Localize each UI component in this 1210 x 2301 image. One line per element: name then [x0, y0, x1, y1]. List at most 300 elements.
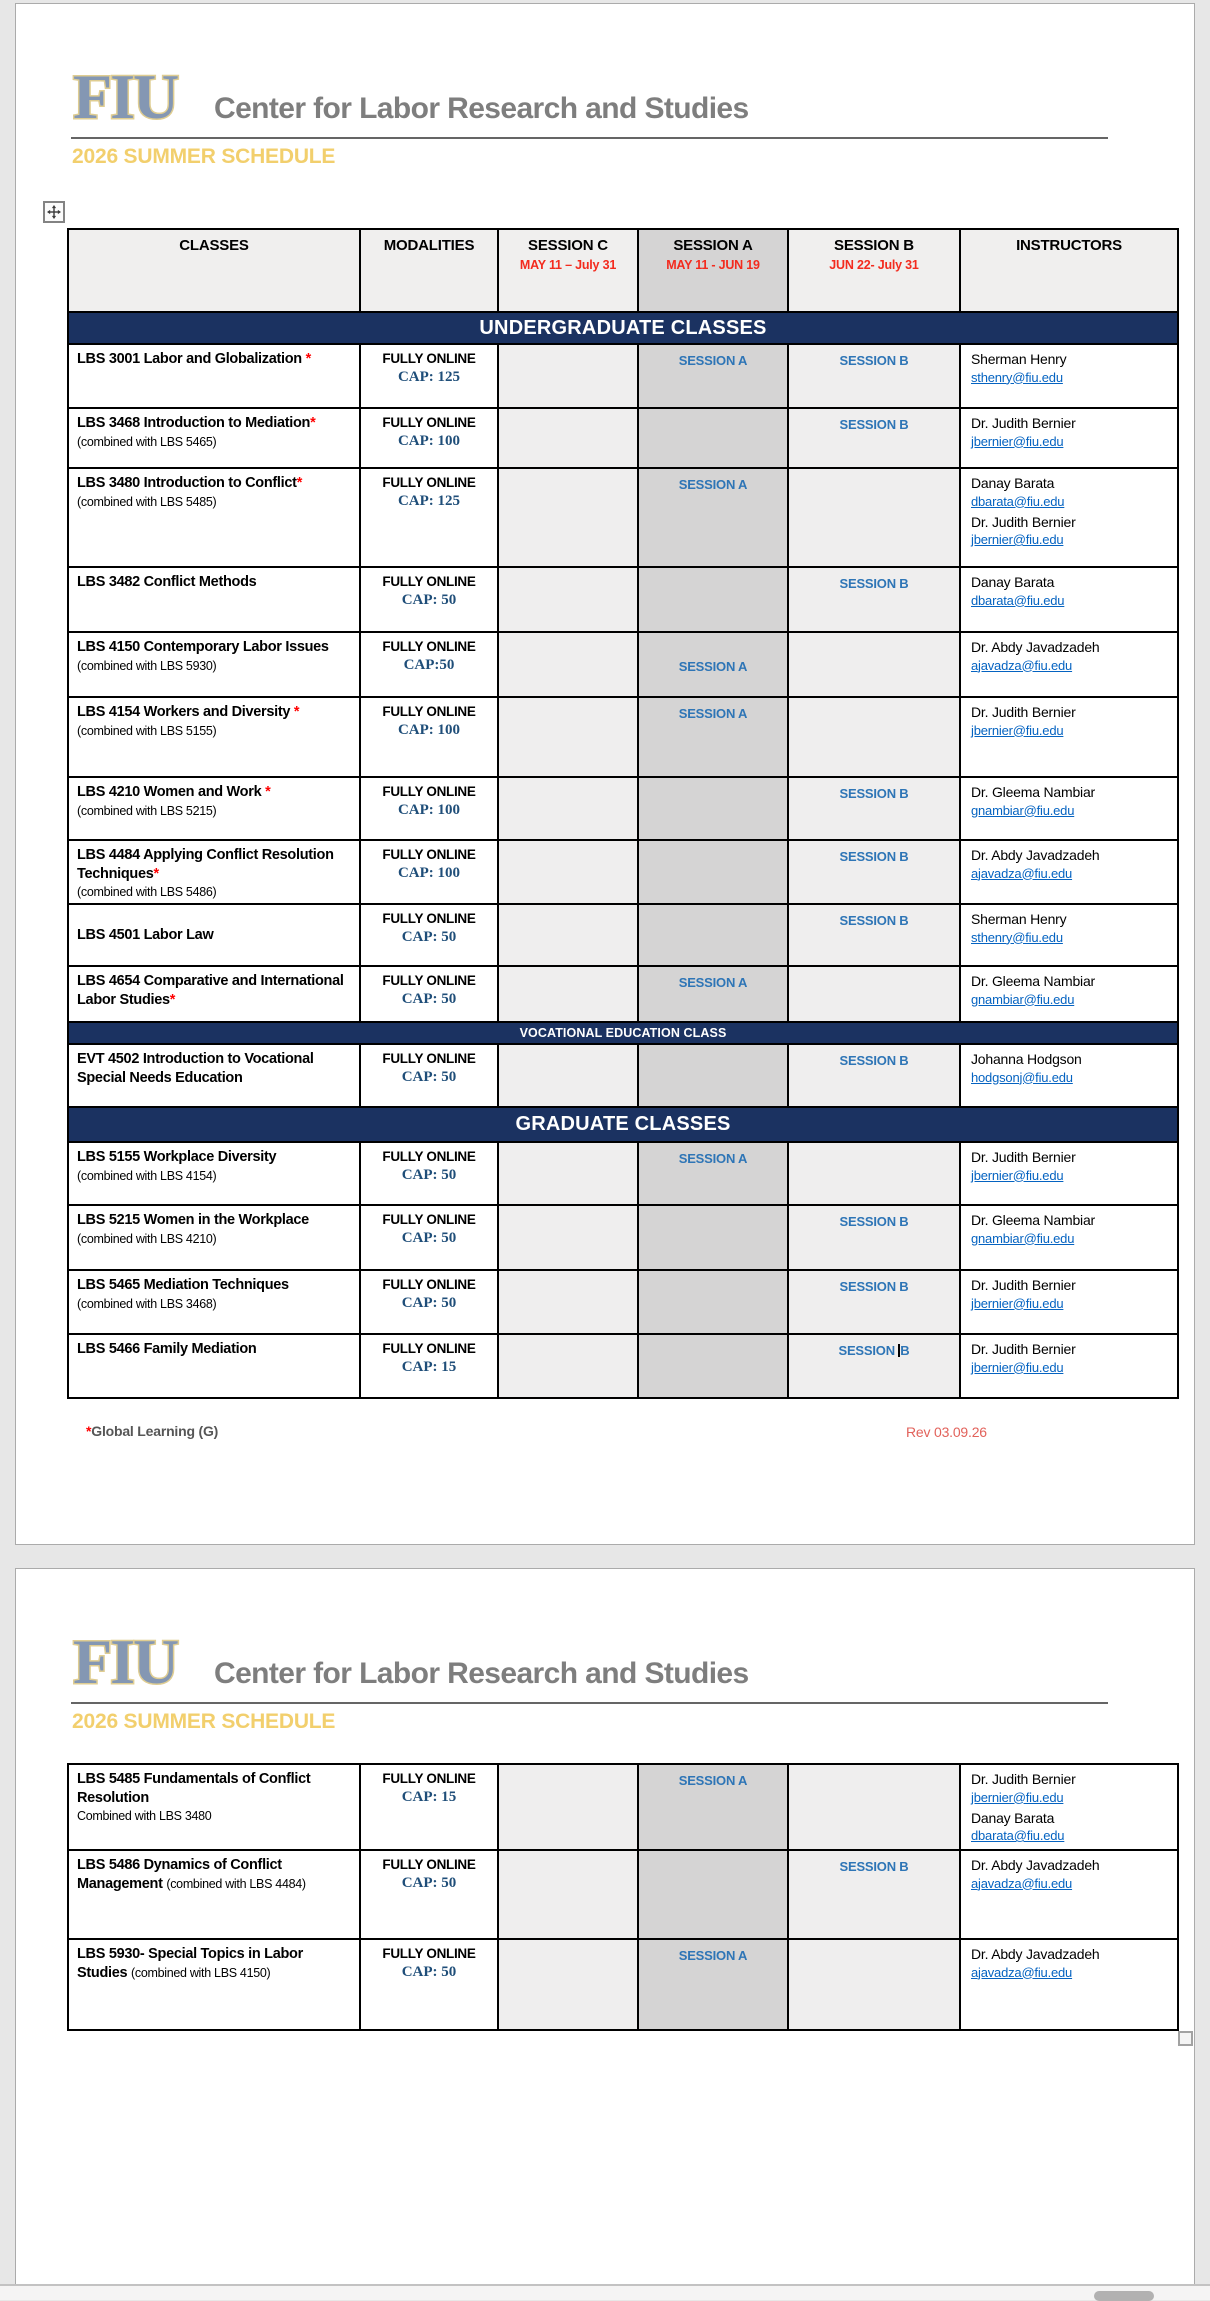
session-c-cell — [499, 1271, 639, 1333]
session-c-cell — [499, 633, 639, 696]
class-cell — [69, 1335, 361, 1397]
combined-note: (combined with LBS 5215) — [77, 803, 217, 818]
course-title: LBS 5486 Dynamics of Conflict Management (combined with LBS 4484) — [77, 1857, 306, 1892]
column-header-instructors — [961, 230, 1177, 311]
class-cell — [69, 698, 361, 776]
session-a-cell — [639, 698, 789, 776]
session-b-cell — [789, 967, 961, 1021]
instructors-cell — [961, 1765, 1177, 1849]
instructor-name: Dr. Gleema Nambiar — [971, 973, 1095, 989]
class-cell — [69, 1045, 361, 1106]
instructor-name: Dr. Gleema Nambiar — [971, 784, 1095, 800]
session-c-cell — [499, 1045, 639, 1106]
modality-label: FULLY ONLINE — [382, 1946, 476, 1961]
session-label: SESSION B — [839, 786, 909, 801]
session-label: SESSION A — [678, 659, 748, 674]
instructor-email-link[interactable]: ajavadza@fiu.edu — [971, 865, 1073, 881]
section-band-label: UNDERGRADUATE CLASSES — [479, 316, 767, 339]
class-cell — [69, 1940, 361, 2029]
cap-label: CAP: 50 — [401, 1875, 457, 1891]
table-row — [69, 1851, 1177, 1940]
page-title: Center for Labor Research and Studies — [214, 92, 749, 125]
session-c-cell — [499, 778, 639, 839]
instructors-cell — [961, 345, 1177, 407]
session-a-cell — [639, 1045, 789, 1106]
session-a-cell — [639, 1271, 789, 1333]
session-label: SESSION B — [839, 1279, 909, 1294]
modality-cell — [361, 1045, 499, 1106]
course-title: LBS 3480 Introduction to Conflict* — [77, 475, 303, 491]
session-c-cell — [499, 1335, 639, 1397]
text-cursor-caret — [898, 1344, 900, 1357]
table-move-handle[interactable] — [43, 201, 65, 223]
class-cell — [69, 905, 361, 965]
instructor — [971, 1212, 1167, 1249]
session-label: SESSION A — [678, 1151, 748, 1166]
course-title: LBS 4654 Comparative and International Labor Studies* — [77, 973, 344, 1008]
modality-label: FULLY ONLINE — [382, 639, 476, 654]
session-b-cell — [789, 1940, 961, 2029]
cap-label: CAP: 100 — [397, 865, 461, 881]
instructor-name: Dr. Judith Bernier — [971, 1341, 1076, 1357]
class-cell — [69, 1206, 361, 1269]
instructor — [971, 351, 1167, 388]
combined-note: (combined with LBS 3468) — [77, 1296, 217, 1311]
session-c-cell — [499, 1940, 639, 2029]
red-asterisk: * — [310, 415, 316, 431]
session-b-cell — [789, 409, 961, 467]
course-title: LBS 4210 Women and Work * — [77, 784, 271, 800]
class-cell — [69, 568, 361, 631]
combined-note: (combined with LBS 5486) — [77, 885, 217, 900]
session-b-cell — [789, 1143, 961, 1204]
session-c-cell — [499, 841, 639, 903]
instructors-cell — [961, 841, 1177, 903]
instructor — [971, 639, 1167, 676]
modality-cell — [361, 1851, 499, 1938]
session-c-cell — [499, 345, 639, 407]
modality-cell — [361, 1143, 499, 1204]
modality-cell — [361, 905, 499, 965]
instructor-name: Dr. Abdy Javadzadeh — [971, 1857, 1100, 1873]
table-row — [69, 1143, 1177, 1206]
table-row — [69, 967, 1177, 1023]
cap-label: CAP: 50 — [401, 991, 457, 1007]
session-a-cell — [639, 409, 789, 467]
session-label: SESSION B — [839, 1859, 909, 1874]
session-a-cell — [639, 778, 789, 839]
cap-label: CAP: 50 — [401, 592, 457, 608]
schedule-subtitle: 2026 SUMMER SCHEDULE — [72, 1710, 336, 1733]
instructors-cell — [961, 905, 1177, 965]
modality-label: FULLY ONLINE — [382, 973, 476, 988]
table-row — [69, 1045, 1177, 1108]
modality-label: FULLY ONLINE — [382, 475, 476, 490]
session-b-cell — [789, 345, 961, 407]
red-asterisk: * — [153, 865, 159, 882]
instructor-email-link[interactable]: gnambiar@fiu.edu — [971, 1230, 1075, 1246]
instructor — [971, 847, 1167, 884]
window-bottom-bar — [0, 2284, 1210, 2300]
move-arrows-icon — [47, 205, 61, 219]
instructor-name: Sherman Henry — [971, 911, 1067, 927]
instructor — [971, 784, 1167, 821]
instructors-cell — [961, 698, 1177, 776]
session-b-cell — [789, 1045, 961, 1106]
instructor — [971, 704, 1167, 741]
schedule-table-page2 — [67, 1763, 1179, 2031]
session-c-cell — [499, 1143, 639, 1204]
instructors-cell — [961, 1335, 1177, 1397]
instructor-email-link[interactable]: jbernier@fiu.edu — [971, 1359, 1064, 1375]
session-b-cell — [789, 469, 961, 566]
title-divider — [71, 137, 1108, 139]
cap-label: CAP: 125 — [397, 493, 461, 509]
session-a-cell — [639, 1851, 789, 1938]
red-asterisk: * — [290, 704, 300, 720]
column-header-label: SESSION B — [834, 237, 914, 254]
session-b-cell — [789, 778, 961, 839]
table-row — [69, 698, 1177, 778]
session-b-cell — [789, 1206, 961, 1269]
instructor — [971, 1946, 1167, 1983]
combined-note: (combined with LBS 5930) — [77, 658, 217, 673]
instructor-name: Dr. Judith Bernier — [971, 1149, 1076, 1165]
table-row — [69, 1940, 1177, 2029]
instructor-email-link[interactable]: ajavadza@fiu.edu — [971, 657, 1073, 673]
table-header-row — [69, 230, 1177, 313]
instructors-cell — [961, 409, 1177, 467]
column-header-session-a — [639, 230, 789, 311]
modality-label: FULLY ONLINE — [382, 1149, 476, 1164]
table-row — [69, 633, 1177, 698]
instructor — [971, 1810, 1167, 1847]
session-label: SESSION A — [678, 1948, 748, 1963]
session-label: SESSION A — [678, 1773, 748, 1788]
document-page-2 — [15, 1568, 1195, 2287]
cap-label: CAP: 50 — [401, 1167, 457, 1183]
table-row — [69, 345, 1177, 409]
session-b-cell — [789, 698, 961, 776]
section-band — [69, 313, 1177, 345]
modality-cell — [361, 469, 499, 566]
cap-label: CAP: 50 — [401, 1230, 457, 1246]
session-b-cell — [789, 1851, 961, 1938]
column-header-classes — [69, 230, 361, 311]
combined-note: (combined with LBS 4210) — [77, 1231, 217, 1246]
cap-label: CAP: 50 — [401, 1069, 457, 1085]
instructor-email-link[interactable]: jbernier@fiu.edu — [971, 532, 1064, 547]
column-header-label: SESSION A — [673, 237, 753, 254]
session-label: SESSION B — [839, 913, 909, 928]
modality-label: FULLY ONLINE — [382, 351, 476, 366]
instructor — [971, 514, 1167, 551]
session-c-cell — [499, 1851, 639, 1938]
instructor-email-link[interactable]: jbernier@fiu.edu — [971, 1167, 1064, 1183]
instructor-name: Danay Barata — [971, 574, 1055, 590]
table-row — [69, 1206, 1177, 1271]
section-band-label: VOCATIONAL EDUCATION CLASS — [519, 1026, 727, 1040]
fiu-logo-text: FIU — [73, 61, 178, 132]
session-label: SESSION B — [839, 417, 909, 432]
table-row — [69, 841, 1177, 905]
session-a-cell — [639, 1143, 789, 1204]
table-row — [69, 1765, 1177, 1851]
session-c-cell — [499, 1765, 639, 1849]
instructors-cell — [961, 1940, 1177, 2029]
class-cell — [69, 469, 361, 566]
session-date-range: MAY 11 - JUN 19 — [666, 258, 760, 272]
modality-cell — [361, 1271, 499, 1333]
course-title: LBS 3482 Conflict Methods — [77, 574, 257, 590]
session-label: SESSION B — [839, 849, 909, 864]
instructor-email-link[interactable]: jbernier@fiu.edu — [971, 722, 1064, 738]
cap-label: CAP: 125 — [397, 369, 461, 385]
instructor-email-link[interactable]: jbernier@fiu.edu — [971, 1295, 1064, 1311]
class-cell — [69, 1143, 361, 1204]
combined-note: (combined with LBS 4484) — [166, 1876, 306, 1891]
instructor-name: Dr. Gleema Nambiar — [971, 1212, 1095, 1228]
section-band-label: GRADUATE CLASSES — [515, 1113, 731, 1135]
combined-note: (combined with LBS 5155) — [77, 723, 217, 738]
session-a-cell — [639, 967, 789, 1021]
red-asterisk: * — [301, 351, 311, 367]
session-date-range: MAY 11 – July 31 — [519, 258, 617, 272]
class-cell — [69, 778, 361, 839]
instructors-cell — [961, 1271, 1177, 1333]
modality-label: FULLY ONLINE — [382, 1857, 476, 1872]
instructor-name: Sherman Henry — [971, 351, 1067, 367]
instructor-name: Dr. Judith Bernier — [971, 1771, 1076, 1787]
session-a-cell — [639, 568, 789, 631]
session-label: SESSION B — [839, 353, 909, 368]
cap-label: CAP:50 — [403, 657, 455, 673]
session-a-cell — [639, 1335, 789, 1397]
instructors-cell — [961, 1045, 1177, 1106]
instructor-email-link[interactable]: jbernier@fiu.edu — [971, 1789, 1064, 1805]
instructor-name: Dr. Abdy Javadzadeh — [971, 847, 1100, 863]
modality-label: FULLY ONLINE — [382, 1051, 476, 1066]
table-row — [69, 1271, 1177, 1335]
instructor-name: Dr. Abdy Javadzadeh — [971, 1946, 1100, 1962]
instructor-email-link[interactable]: dbarata@fiu.edu — [971, 1828, 1065, 1843]
instructor-email-link[interactable]: jbernier@fiu.edu — [971, 433, 1064, 449]
instructor — [971, 1771, 1167, 1808]
section-band — [69, 1108, 1177, 1143]
instructor — [971, 1277, 1167, 1314]
instructor-name: Dr. Judith Bernier — [971, 513, 1076, 530]
session-c-cell — [499, 905, 639, 965]
session-a-cell — [639, 633, 789, 696]
class-cell — [69, 967, 361, 1021]
modality-label: FULLY ONLINE — [382, 1212, 476, 1227]
red-asterisk: * — [261, 784, 271, 800]
class-cell — [69, 841, 361, 903]
course-title: LBS 4484 Applying Conflict Resolution Techniques* — [77, 847, 334, 882]
session-a-cell — [639, 1206, 789, 1269]
instructor-email-link[interactable]: dbarata@fiu.edu — [971, 592, 1065, 608]
cap-label: CAP: 50 — [401, 1964, 457, 1980]
schedule-subtitle: 2026 SUMMER SCHEDULE — [72, 145, 336, 168]
instructor — [971, 911, 1167, 948]
modality-cell — [361, 1206, 499, 1269]
session-label: SESSION A — [678, 706, 748, 721]
page-title: Center for Labor Research and Studies — [214, 1657, 749, 1690]
session-a-cell — [639, 905, 789, 965]
modality-cell — [361, 841, 499, 903]
course-title: LBS 4154 Workers and Diversity * — [77, 704, 300, 720]
modality-cell — [361, 1940, 499, 2029]
course-title: LBS 5485 Fundamentals of Conflict Resolution — [77, 1771, 311, 1806]
class-cell — [69, 1851, 361, 1938]
instructor — [971, 1149, 1167, 1186]
modality-label: FULLY ONLINE — [382, 574, 476, 589]
instructor-email-link[interactable]: gnambiar@fiu.edu — [971, 802, 1075, 818]
instructor — [971, 1051, 1167, 1088]
instructors-cell — [961, 967, 1177, 1021]
table-row — [69, 1335, 1177, 1397]
document-page-1 — [15, 3, 1195, 1545]
session-b-cell — [789, 1335, 961, 1397]
instructor-name: Johanna Hodgson — [971, 1051, 1082, 1067]
modality-cell — [361, 778, 499, 839]
column-header-label: INSTRUCTORS — [1016, 237, 1122, 254]
cap-label: CAP: 50 — [401, 929, 457, 945]
instructor-email-link[interactable]: ajavadza@fiu.edu — [971, 1964, 1073, 1980]
red-asterisk: * — [86, 1423, 92, 1439]
instructors-cell — [961, 1206, 1177, 1269]
instructor-name: Dr. Judith Bernier — [971, 415, 1076, 431]
schedule-table-page1 — [67, 228, 1179, 1399]
session-b-cell — [789, 633, 961, 696]
modality-label: FULLY ONLINE — [382, 1771, 476, 1786]
cap-label: CAP: 15 — [401, 1789, 457, 1805]
session-b-cell — [789, 1271, 961, 1333]
modality-cell — [361, 1335, 499, 1397]
session-date-range: JUN 22- July 31 — [829, 258, 919, 272]
class-cell — [69, 345, 361, 407]
course-title: EVT 4502 Introduction to Vocational Special Needs Education — [77, 1051, 314, 1086]
instructor-name: Dr. Abdy Javadzadeh — [971, 639, 1100, 655]
session-c-cell — [499, 1206, 639, 1269]
session-c-cell — [499, 698, 639, 776]
instructors-cell — [961, 1143, 1177, 1204]
session-label: SESSION B — [838, 1343, 910, 1358]
title-divider — [71, 1702, 1108, 1704]
session-c-cell — [499, 967, 639, 1021]
column-header-label: SESSION C — [528, 237, 608, 254]
table-row — [69, 905, 1177, 967]
combined-note: (combined with LBS 5465) — [77, 434, 217, 449]
instructor-name: Danay Barata — [971, 1809, 1055, 1826]
instructor-email-link[interactable]: sthenry@fiu.edu — [971, 929, 1063, 945]
modality-cell — [361, 1765, 499, 1849]
course-title: LBS 3001 Labor and Globalization * — [77, 351, 311, 367]
session-b-cell — [789, 905, 961, 965]
column-header-label: CLASSES — [179, 237, 249, 254]
modality-cell — [361, 698, 499, 776]
instructor — [971, 1341, 1167, 1378]
course-title: LBS 3468 Introduction to Mediation* — [77, 415, 316, 431]
session-c-cell — [499, 568, 639, 631]
column-header-modalities — [361, 230, 499, 311]
modality-label: FULLY ONLINE — [382, 1341, 476, 1356]
column-header-session-c — [499, 230, 639, 311]
table-row — [69, 409, 1177, 469]
course-title: LBS 5930- Special Topics in Labor Studies (combined with LBS 4150) — [77, 1946, 303, 1981]
table-row — [69, 568, 1177, 633]
class-cell — [69, 1765, 361, 1849]
instructors-cell — [961, 633, 1177, 696]
instructor-name: Dr. Judith Bernier — [971, 1277, 1076, 1293]
table-resize-handle[interactable] — [1178, 2031, 1193, 2046]
instructors-cell — [961, 778, 1177, 839]
column-header-session-b — [789, 230, 961, 311]
session-a-cell — [639, 1940, 789, 2029]
modality-label: FULLY ONLINE — [382, 847, 476, 862]
combined-note: (combined with LBS 4150) — [131, 1965, 271, 1980]
cap-label: CAP: 100 — [397, 802, 461, 818]
modality-cell — [361, 345, 499, 407]
combined-note: (combined with LBS 4154) — [77, 1168, 217, 1183]
instructor-email-link[interactable]: hodgsonj@fiu.edu — [971, 1069, 1073, 1085]
session-label: SESSION A — [678, 975, 748, 990]
session-b-cell — [789, 1765, 961, 1849]
instructor — [971, 1857, 1167, 1894]
session-a-cell — [639, 1765, 789, 1849]
cap-label: CAP: 15 — [401, 1359, 457, 1375]
session-label: SESSION B — [839, 1214, 909, 1229]
session-label: SESSION A — [678, 353, 748, 368]
section-band — [69, 1023, 1177, 1045]
session-a-cell — [639, 469, 789, 566]
course-title: LBS 5466 Family Mediation — [77, 1341, 257, 1357]
class-cell — [69, 409, 361, 467]
session-a-cell — [639, 345, 789, 407]
red-asterisk: * — [169, 991, 176, 1008]
instructor-email-link[interactable]: gnambiar@fiu.edu — [971, 991, 1075, 1007]
instructors-cell — [961, 1851, 1177, 1938]
session-c-cell — [499, 469, 639, 566]
instructor-name: Dr. Judith Bernier — [971, 704, 1076, 720]
class-cell — [69, 1271, 361, 1333]
red-asterisk: * — [296, 475, 303, 491]
session-b-cell — [789, 841, 961, 903]
cap-label: CAP: 100 — [397, 722, 461, 738]
class-cell — [69, 633, 361, 696]
instructor-email-link[interactable]: sthenry@fiu.edu — [971, 369, 1063, 385]
instructors-cell — [961, 568, 1177, 631]
instructor-email-link[interactable]: ajavadza@fiu.edu — [971, 1875, 1073, 1891]
instructor-email-link[interactable]: dbarata@fiu.edu — [971, 493, 1065, 509]
instructor-name: Danay Barata — [971, 475, 1055, 491]
cap-label: CAP: 100 — [397, 433, 461, 449]
fiu-logo — [71, 58, 203, 139]
combined-note: (combined with LBS 5485) — [77, 494, 217, 509]
instructor — [971, 475, 1167, 512]
session-c-cell — [499, 409, 639, 467]
course-title: LBS 5465 Mediation Techniques — [77, 1277, 289, 1293]
fiu-logo-text: FIU — [73, 1626, 178, 1697]
modality-cell — [361, 409, 499, 467]
modality-cell — [361, 633, 499, 696]
instructor — [971, 574, 1167, 611]
column-header-label: MODALITIES — [383, 237, 475, 254]
modality-label: FULLY ONLINE — [382, 415, 476, 430]
modality-label: FULLY ONLINE — [382, 911, 476, 926]
instructors-cell — [961, 469, 1177, 566]
course-title: LBS 5215 Women in the Workplace — [77, 1212, 309, 1228]
